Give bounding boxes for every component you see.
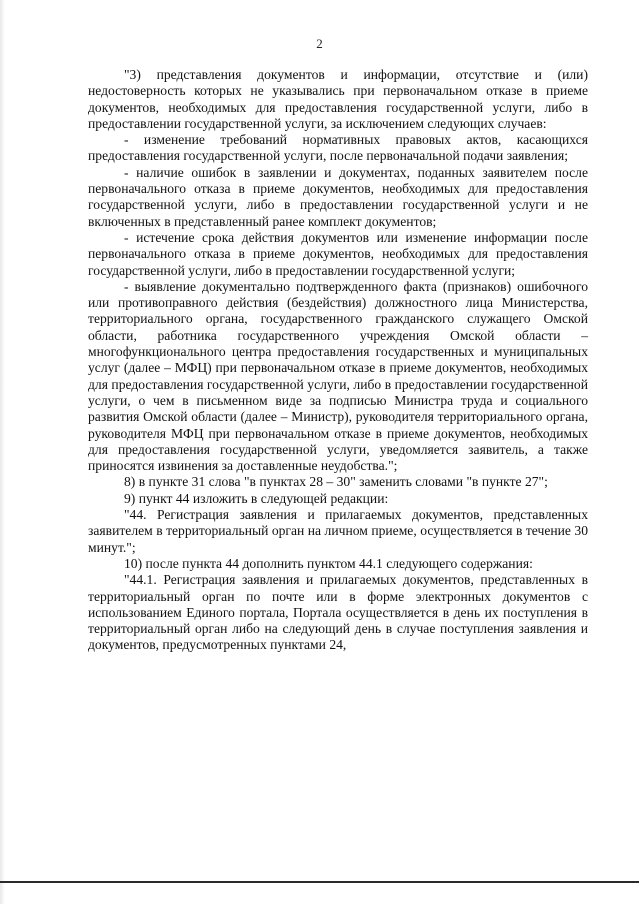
paragraph-clause-44-1: "44.1. Регистрация заявления и прилагаемых документов, представленных в территориальный орган по почте или в форме электронных документов с использованием Единого портала, Портала осуществляется в день их поступления в территориальный орган либо на следующий день в случае поступления заявления и документов, предусмотренных пунктами 24,	[88, 572, 588, 653]
scan-edge-shadow	[0, 0, 5, 904]
paragraph-bullet-regulation-change: - изменение требований нормативных правовых актов, касающихся предоставления государственной услуги, после первоначальной подачи заявления;	[88, 132, 588, 164]
paragraph-clause-44: "44. Регистрация заявления и прилагаемых документов, представленных заявителем в территориальный орган на личном приеме, осуществляется в течение 30 минут.";	[88, 507, 588, 555]
bottom-scan-border	[0, 881, 639, 883]
paragraph-item-3: "3) представления документов и информации, отсутствие и (или) недостоверность которых не указывались при первоначальном отказе в приеме документов, необходимых для предоставления государственной услуги, либо в предоставлении государственной услуги, за исключением следующих случаев:	[88, 67, 588, 131]
paragraph-bullet-errors: - наличие ошибок в заявлении и документах, поданных заявителем после первоначального отказа в приеме документов, необходимых для предоставления государственной услуги, либо в предоставлении государственной услуги и не включенных в представленный ранее комплект документов;	[88, 164, 588, 229]
paragraph-bullet-expiry: - истечение срока действия документов или изменение информации после первоначального отказа в приеме документов, необходимых для предоставления государственной услуги, либо в предоставлении государственной услуги;	[88, 229, 588, 278]
paragraph-item-10: 10) после пункта 44 дополнить пунктом 44.1 следующего содержания:	[124, 555, 533, 571]
page-number: 2	[316, 36, 323, 51]
paragraph-item-9: 9) пункт 44 изложить в следующей редакции:	[124, 490, 389, 506]
paragraph-item-8: 8) в пункте 31 слова "в пунктах 28 – 30" заменить словами "в пункте 27";	[124, 474, 548, 490]
paragraph-bullet-misconduct: - выявление документально подтвержденного факта (признаков) ошибочного или противоправного действия (бездействия) должностного лица Министерства, территориального органа, государственного гражданского служащего Омской области, работника государственного учреждения Омской области – многофункционального центра предоставления государственных и муниципальных услуг (далее – МФЦ) при первоначальном отказе в приеме документов, необходимых для предоставления государственной услуги, либо в предоставлении государственной услуги, о чем в письменном виде за подписью Министра труда и социального развития Омской области (далее – Министр), руководителя территориального органа, руководителя МФЦ при первоначальном отказе в приеме документов, необходимых для предоставления государственной услуги, уведомляется заявитель, а также приносятся извинения за доставленные неудобства.";	[88, 278, 588, 474]
document-body	[88, 67, 588, 654]
